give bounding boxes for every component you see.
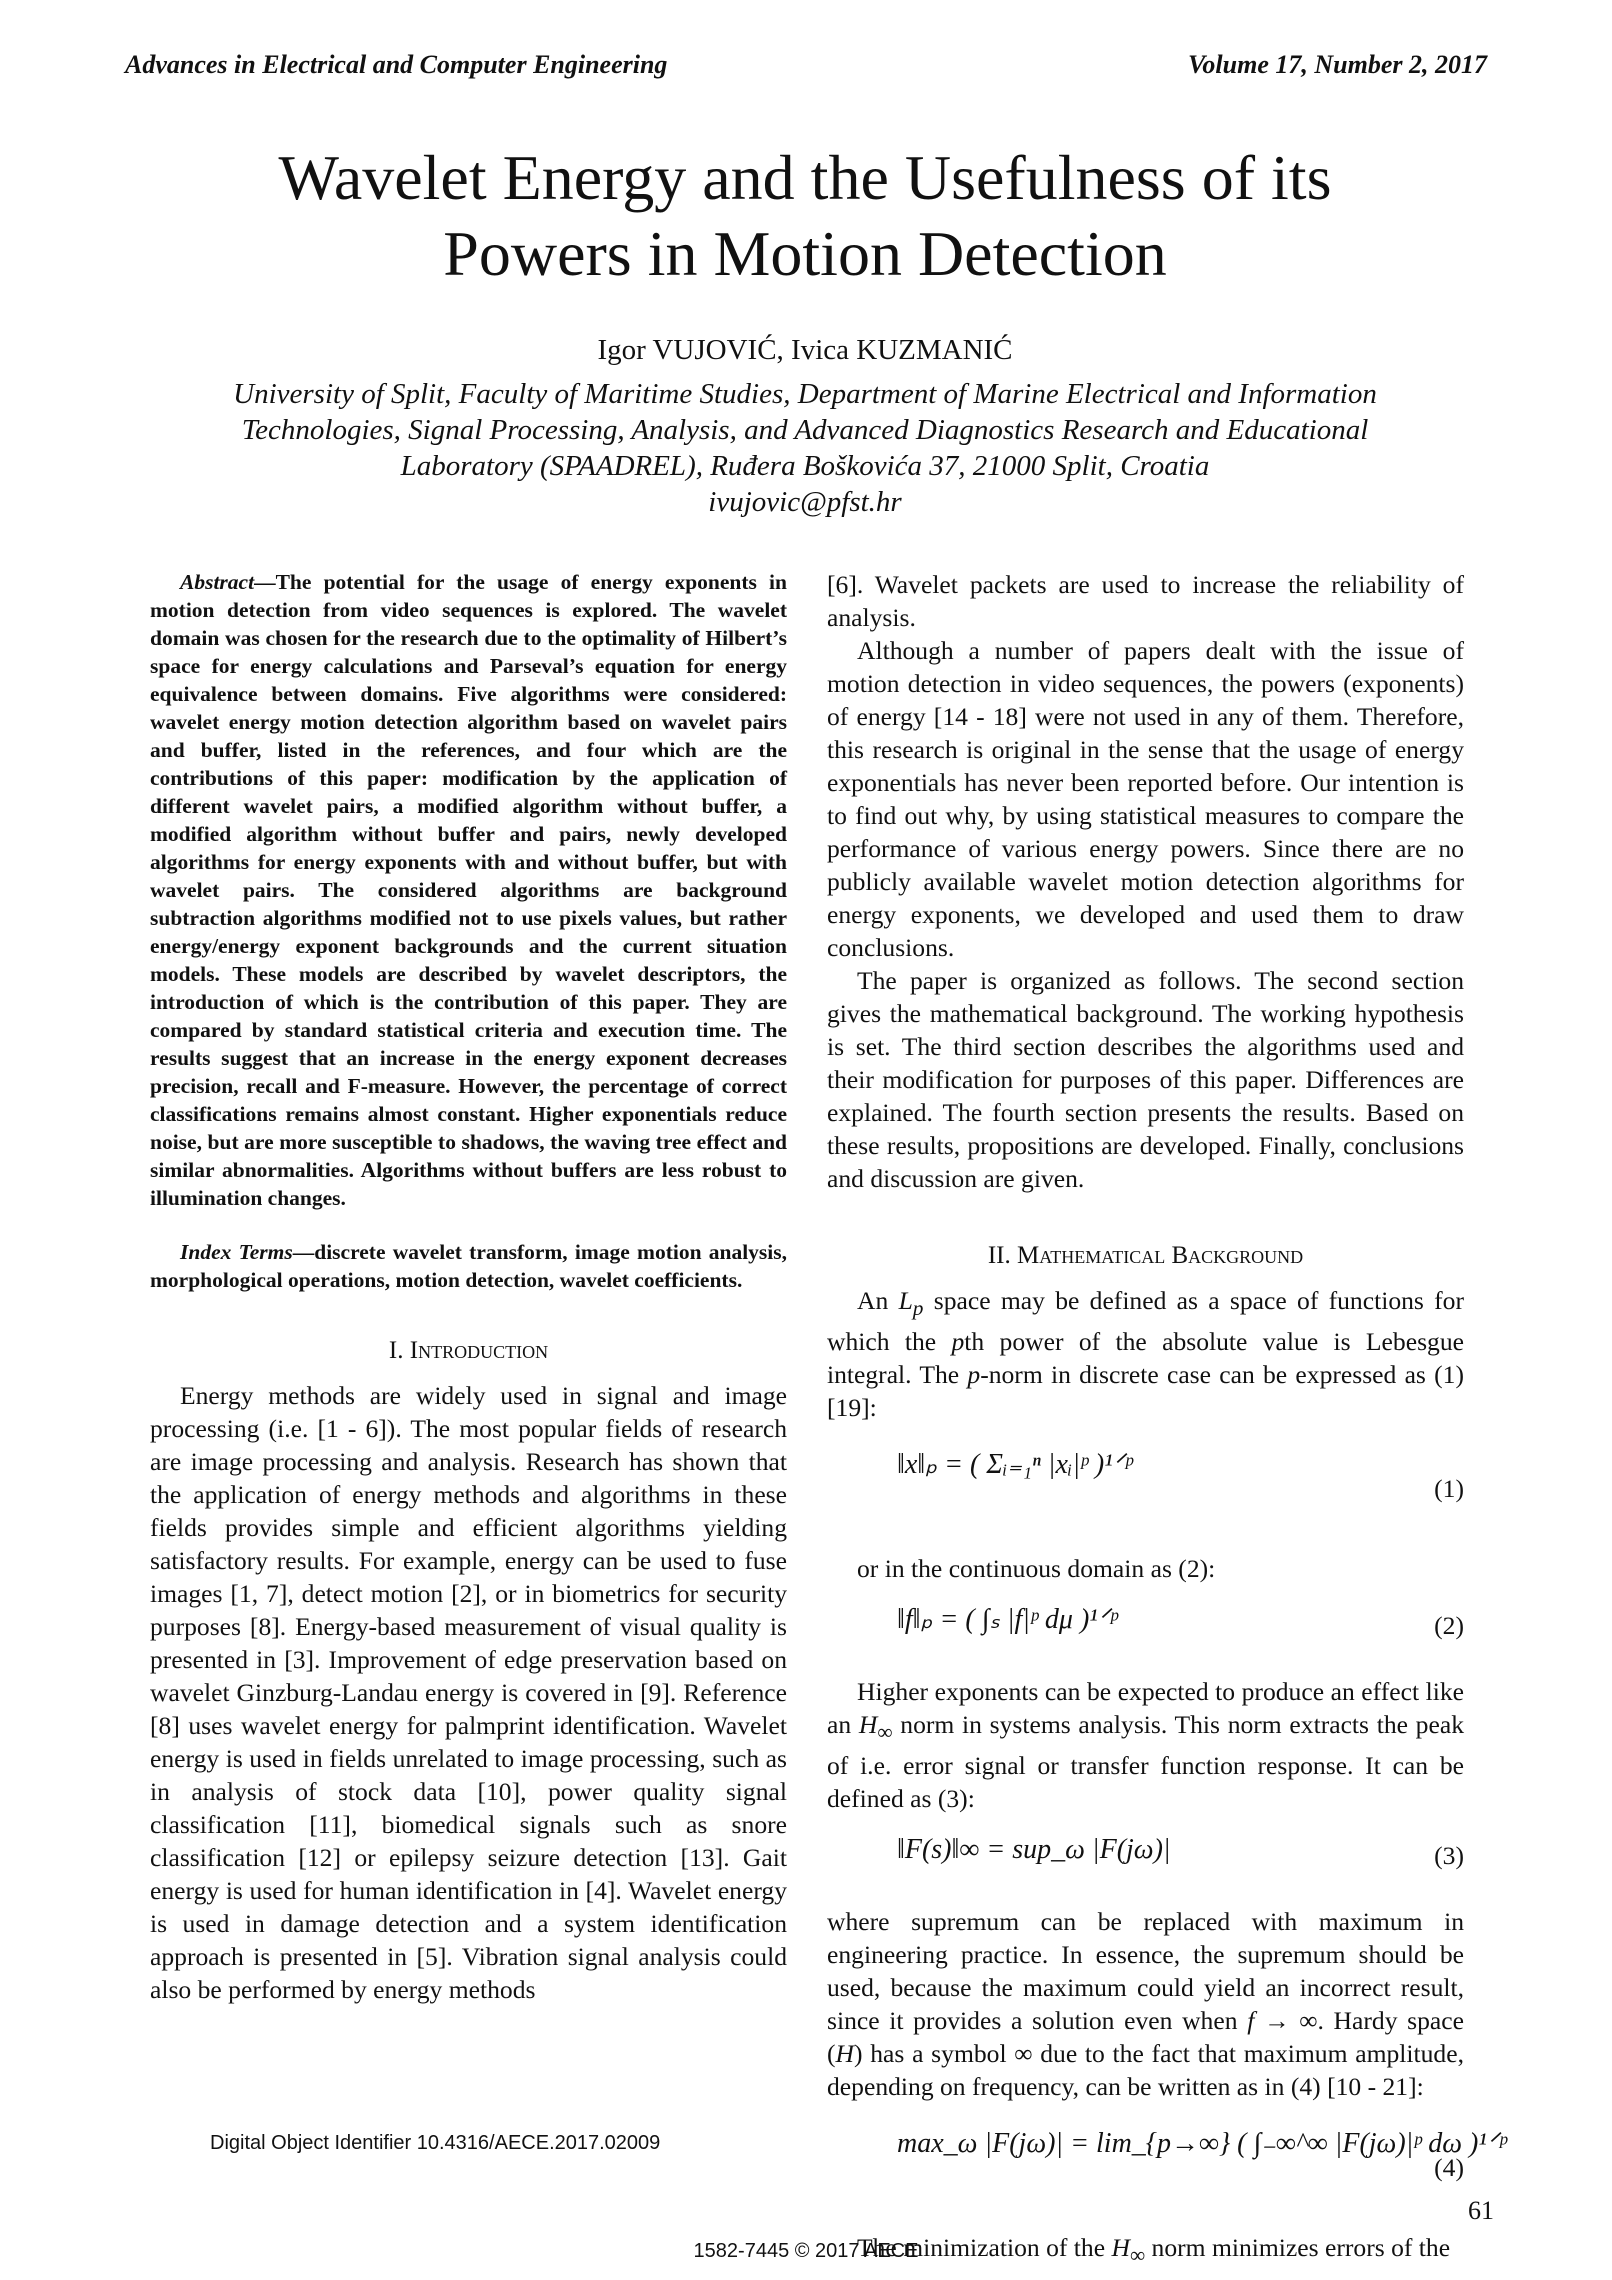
index-terms-label: Index Terms: [180, 1240, 293, 1264]
equation-number: (3): [1434, 1841, 1464, 1871]
abstract-text: —The potential for the usage of energy exponents in motion detection from video sequences is explored. The wavelet domain was chosen for the research due to the optimality of Hilbert’s space for energy calculations and Parseval’s equation for energy equivalence between domains. Five algorithms were considered: wavelet energy motion detection algorithm based on wavelet pairs and buffer, listed in the references, and four which are the contributions of this paper: modification by the application of different wavelet pairs, a modified algorithm without buffer, a modified algorithm without buffer and pairs, newly developed algorithms for energy exponents with and without buffer, but with wavelet pairs. The considered algorithms are background subtraction algorithms modified not to use pixels values, but rather energy/energy exponent backgrounds and the current situation models. These models are described by wavelet descriptors, the introduction of which is the contribution of this paper. They are compared by standard statistical criteria and execution time. The results suggest that an increase in the energy exponent decreases precision, recall and F-measure. However, the percentage of correct classifications remains almost constant. Higher exponentials reduce noise, but are more susceptible to shadows, the waving tree effect and similar abnormalities. Algorithms without buffers are less robust to illumination changes.: [150, 570, 787, 1210]
index-terms: [150, 1238, 787, 1294]
paragraph: Although a number of papers dealt with the issue of motion detection in video sequences, the powers (exponents) of energy [14 - 18] were not used in any of them. Therefore, this research is original in the sense that the usage of energy exponentials has never been reported before. Our intention is to find out why, by using statistical measures to compare the performance of various energy powers. Since there are no publicly available wavelet motion detection algorithms for energy exponents, we developed and used them to draw conclusions.: [827, 636, 1464, 962]
paragraph: or in the continuous domain as (2):: [857, 1554, 1216, 1584]
equation-expression: ‖F(s)‖∞ = sup_ω |F(jω)|: [897, 1834, 1171, 1866]
paper-title: [150, 140, 1460, 292]
equation-expression: max_ω |F(jω)| = lim_{p→∞} ( ∫₋∞^∞ |F(jω)|ᵖ dω )¹ᐟᵖ: [897, 2128, 1507, 2160]
abstract: [150, 568, 787, 1212]
left-column: [150, 568, 787, 2006]
doi: Digital Object Identifier 10.4316/AECE.2017.02009: [210, 2132, 661, 2154]
equation-number: (1): [1434, 1474, 1464, 1504]
paragraph-lp-space: An $L_p$ space may be defined as a space of functions for which the pth power of the absolute value is Lebesgue integral. The p-norm in discrete case can be expressed as (1) [19]:: [827, 1286, 1464, 1423]
author-email: ivujovic@pfst.hr: [708, 486, 902, 518]
title-line: Powers in Motion Detection: [443, 218, 1167, 289]
section-heading-mathematical-background: II. Mathematical Background: [987, 1242, 1304, 1269]
equation-3: [827, 1825, 1464, 1895]
equation-number: (2): [1434, 1611, 1464, 1641]
affiliation-line: Technologies, Signal Processing, Analysis, and Advanced Diagnostics Research and Educational: [241, 414, 1369, 446]
affiliation-line: University of Split, Faculty of Maritime Studies, Department of Marine Electrical and Information: [233, 378, 1377, 410]
abstract-label: Abstract: [180, 570, 255, 594]
journal-name: Advances in Electrical and Computer Engineering: [125, 50, 668, 79]
paragraph-supremum: where supremum can be replaced with maximum in engineering practice. In essence, the supremum should be used, because the maximum could yield an incorrect result, since it provides a solution even when f → ∞. Hardy space (H) has a symbol ∞ due to the fact that maximum amplitude, depending on frequency, can be written as in (4) [10 - 21]:: [827, 1907, 1464, 2102]
equation-expression: ‖f‖ₚ = ( ∫ₛ |f|ᵖ dμ )¹ᐟᵖ: [897, 1604, 1118, 1636]
affiliation-line: Laboratory (SPAADREL), Ruđera Boškovića 37, 21000 Split, Croatia: [400, 450, 1210, 482]
paragraph: The paper is organized as follows. The second section gives the mathematical background. The working hypothesis is set. The third section describes the algorithms used and their modification for purposes of this paper. Differences are explained. The fourth section presents the results. Based on these results, propositions are developed. Finally, conclusions and discussion are given.: [827, 966, 1464, 1193]
authors: Igor VUJOVIĆ, Ivica KUZMANIĆ: [597, 334, 1013, 366]
affiliation: [150, 376, 1460, 520]
introduction-paragraph: Energy methods are widely used in signal and image processing (i.e. [1 - 6]). The most popular fields of research are image processing and analysis. Research has shown that the application of energy methods and algorithms in these fields provides simple and efficient algorithms yielding satisfactory results. For example, energy can be used to fuse images [1, 7], detect motion [2], or in biometrics for security purposes [8]. Energy-based measurement of visual quality is presented in [3]. Improvement of edge preservation based on wavelet Ginzburg-Landau energy is covered in [9]. Reference [8] uses wavelet energy for palmprint identification. Wavelet energy is used in fields unrelated to image processing, such as in analysis of stock data [10], power quality signal classification [11], biomedical signals such as snore classification [12] or epilepsy seizure detection [13]. Gait energy is used for human identification in [4]. Wavelet energy is used in damage detection and a system identification approach is presented in [5]. Vibration signal analysis could also be performed by energy methods: [150, 1381, 787, 2004]
equation-expression: ‖x‖ₚ = ( Σᵢ₌₁ⁿ |xᵢ|ᵖ )¹ᐟᵖ: [897, 1449, 1133, 1481]
paragraph-minimization: The minimization of the $H_\infty$ norm minimizes errors of the: [857, 2233, 1451, 2268]
volume-info: Volume 17, Number 2, 2017: [1187, 50, 1487, 79]
equation-1: [827, 1434, 1464, 1542]
section-heading-introduction: I. Introduction: [388, 1337, 549, 1364]
issn-copyright: 1582-7445 © 2017 AECE: [693, 2240, 919, 2262]
title-line: Wavelet Energy and the Usefulness of its: [278, 142, 1332, 213]
page-number: 61: [1468, 2196, 1494, 2225]
equation-2: [827, 1595, 1464, 1665]
equation-number: (4): [1434, 2153, 1464, 2183]
index-terms-text: —discrete wavelet transform, image motion analysis, morphological operations, motion detection, wavelet coefficients.: [150, 1240, 788, 1292]
paragraph: [6]. Wavelet packets are used to increase the reliability of analysis.: [827, 570, 1464, 632]
paragraph-h-infinity: Higher exponents can be expected to produce an effect like an $H_\infty$ norm in systems analysis. This norm extracts the peak of i.e. error signal or transfer function response. It can be defined as (3):: [827, 1677, 1464, 1814]
